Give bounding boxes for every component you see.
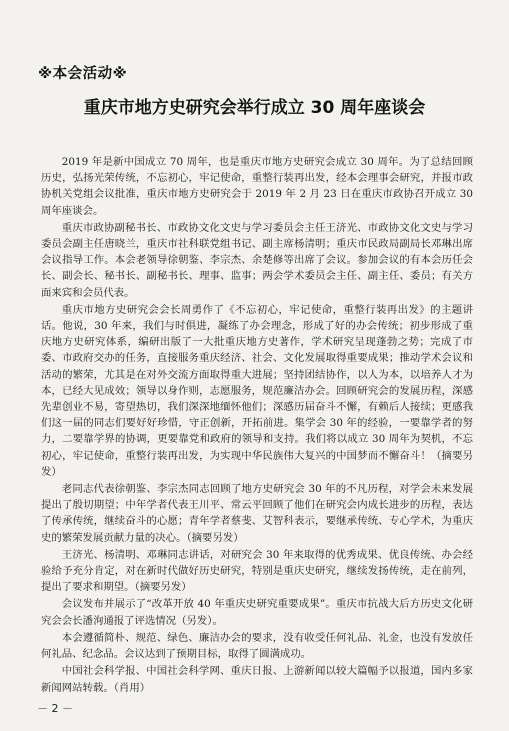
paragraph-3: 重庆市地方史研究会会长周勇作了《不忘初心，牢记使命，重整行装再出发》的主题讲话。他说，30 年来，我们与时俱进，凝练了办会理念，形成了好的办会传统；初步形成了重庆地方史研究体系，编研出版了一大批重庆地方史著作，学术研究呈现蓬勃之势；完成了市委、市政府交办的任务，直接服务重庆经济、社会、文化发展取得重要成果；推动学术会议和活动的繁荣，尤其是在对外交流方面取得重大进展；坚持团结协作，以人为本，以培养人才为本，已经大见成效；领导以身作则，志愿服务，规范廉洁办会。回顾研究会的发展历程，深感先辈创业不易，寄望热切，我们深深地缅怀他们；深感历届奋斗不懈，有赖后人接续；更感我们这一届的同志们要好好珍惜，守正创新，开拓前进。集学会 30 年的经验，一要靠学者的努力，二要靠学界的协调，更要靠党和政府的领导和支持。我们将以成立 30 周年为契机，不忘初心，牢记使命，重整行装再出发，为实现中华民族伟大复兴的中国梦而不懈奋斗！（摘要另发） (41, 303, 473, 478)
article-title: 重庆市地方史研究会举行成立 30 周年座谈会 (83, 98, 426, 118)
page-number: － 2 － (37, 702, 73, 715)
paragraph-7: 本会遵循简朴、规范、绿色、廉洁办会的要求，没有收受任何礼品、礼金，也没有发放任何礼品、纪念品。会议达到了预期目标，取得了圆满成功。 (41, 631, 473, 661)
section-label: ※本会活动※ (38, 66, 128, 82)
paragraph-6: 会议发布并展示了“改革开放 40 年重庆史研究重要成果”。重庆市抗战大后方历史文化研究会会长潘洵通报了评选情况（另发）。 (41, 598, 473, 627)
article-body (41, 154, 473, 697)
paragraph-4: 老同志代表徐朝鉴、李宗杰同志回顾了地方史研究会 30 年的不凡历程，对学会未来发展提出了殷切期望；中年学者代表王川平、常云平回顾了他们在研究会内成长进步的历程，表达了传承传统，继续奋斗的心愿；青年学者蔡斐、艾智科表示，要继承传统、专心学术，为重庆史的繁荣发展贡献力量的决心。（摘要另发） (41, 483, 473, 544)
paragraph-8: 中国社会科学报、中国社会科学网、重庆日报、上游新闻以较大篇幅予以报道，国内多家新闻网站转载。（肖用） (41, 665, 473, 694)
paragraph-1: 2019 年是新中国成立 70 周年，也是重庆市地方史研究会成立 30 周年。为了总结回顾历史，弘扬光荣传统，不忘初心，牢记使命，重整行装再出发，经本会理事会研究，并报市政协机关党组会议批准，重庆市地方史研究会于 2019 年 2 月 23 日在重庆市政协召开成立 30 周年座谈会。 (41, 156, 473, 217)
paragraph-5: 王济光、杨清明、邓琳同志讲话，对研究会 30 年来取得的优秀成果、优良传统、办会经验给予充分肯定，对在新时代做好历史研究，特别是重庆史研究，继续发扬传统，走在前列，提出了要求和期望。（摘要另发） (41, 548, 473, 594)
paragraph-2: 重庆市政协副秘书长、市政协文化文史与学习委员会主任王济光、市政协文化文史与学习委员会副主任唐晓兰，重庆市社科联党组书记、副主席杨清明；重庆市民政局副局长邓琳出席会议指导工作。本会老领导徐朝鉴、李宗杰、余楚修等出席了会议。参加会议的有本会历任会长、副会长、秘书长、副秘书长、理事、监事；两会学术委员会主任、副主任、委员；有关方面来宾和会员代表。 (41, 221, 473, 299)
